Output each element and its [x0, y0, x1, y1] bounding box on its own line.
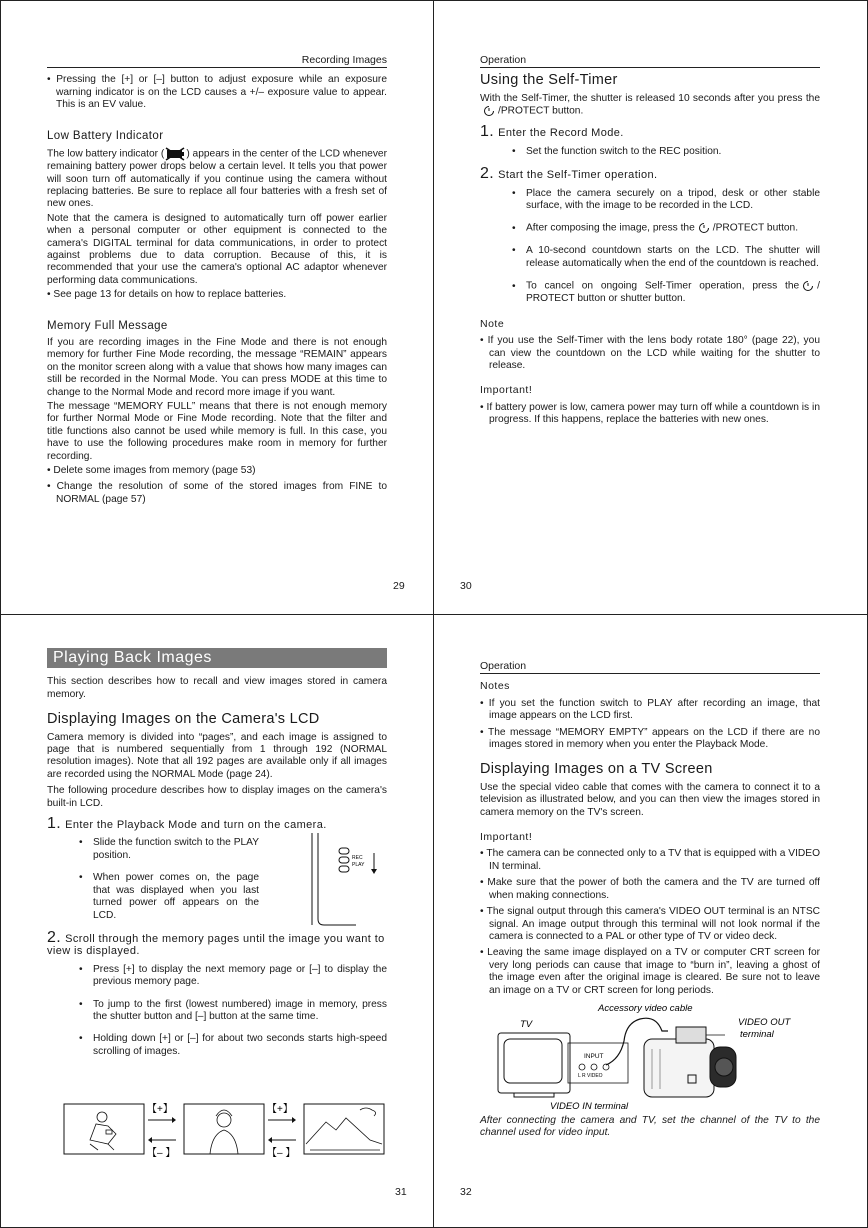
substep-text: Slide the function switch to the PLAY position.: [93, 837, 259, 861]
section-intro: This section describes how to recall and view images stored in camera memory.: [47, 676, 387, 700]
low-battery-text-a: The low battery indicator (: [47, 148, 165, 160]
self-timer-heading: Using the Self-Timer: [480, 72, 618, 89]
jack-labels: L R VIDEO: [578, 1072, 603, 1079]
substep-text: Set the function switch to the REC position.: [526, 145, 722, 157]
low-battery-paragraph-1: [47, 147, 387, 211]
reading-girl-image: [90, 1112, 116, 1150]
memory-full-bullet: • Change the resolution of some of the stored images from FINE to NORMAL (page 57): [47, 481, 388, 505]
battery-page-bullet: • See page 13 for details on how to replace batteries.: [47, 289, 287, 301]
step-2: [480, 165, 820, 183]
low-battery-heading: Low Battery Indicator: [47, 129, 164, 142]
page-scroll-illustration: [60, 1100, 390, 1160]
low-battery-text-b: ) appears in the center of the LCD whenever remaining battery power drops below a certain level. It tells you that power will soon turn off automatically if you continue using the camera without replacing batteries. Be sure to replace all four batteries with a fresh set of new ones.: [47, 148, 387, 210]
important-label: Important!: [480, 831, 533, 844]
step-2: [47, 928, 387, 958]
page-number-32: 32: [460, 1186, 472, 1198]
substep-text-b: / PROTECT button or shutter button.: [526, 280, 820, 305]
page-number-30: 30: [460, 580, 472, 592]
key-minus: 【– 】: [147, 1148, 176, 1159]
step-number: 2.: [480, 165, 495, 183]
memory-full-paragraph-2: The message “MEMORY FULL” means that there is not enough memory for further Normal Mode or Fine Mode recording. Note that the filter and title functions also cannot be used while memory is full. In this case, you have to use the following procedures make room in memory for further recording.: [47, 401, 387, 462]
step-text: Enter the Record Mode.: [498, 127, 624, 140]
self-timer-icon: [802, 280, 814, 292]
key-plus: 【+】: [267, 1104, 293, 1115]
substep-text: Press [+] to display the next memory page or [–] to display the previous memory page.: [93, 963, 387, 988]
step-number: 2.: [47, 928, 62, 946]
step-2-substep: • Holding down [+] or [–] for about two seconds starts high-speed scrolling of images.: [79, 1033, 387, 1057]
important-bullet-text: If battery power is low, camera power may turn off while a countdown is in progress. If this happens, replace the batteries with new ones.: [486, 401, 820, 426]
step-2-substep: • Press [+] to display the next memory page or [–] to display the previous memory page.: [79, 963, 387, 988]
substep-text-a: After composing the image, press the: [526, 223, 695, 235]
step-2-substep: • To jump to the first (lowest numbered) image in memory, press the shutter button and [–] button at the same time.: [79, 998, 387, 1022]
note-bullet: • If you use the Self-Timer with the lens body rotate 180° (page 22), you can view the countdown on the LCD while waiting for the shutter to release.: [480, 335, 820, 371]
substep-text: Holding down [+] or [–] for about two seconds starts high-speed scrolling of images.: [93, 1033, 387, 1057]
step-2-substep: • To cancel on ongoing Self-Timer operation, press the / PROTECT button or shutter button.: [512, 280, 820, 305]
step-2-substep: • Place the camera securely on a tripod, desk or other stable surface, with the image to be recorded in the LCD.: [512, 187, 820, 211]
tv-set: [498, 1033, 570, 1097]
tv-intro-paragraph: Use the special video cable that comes with the camera to connect it to a television as illustrated below, and you can then view the images stored in camera memory on the TV's screen.: [480, 781, 820, 818]
memory-full-bullet-text: Change the resolution of some of the stored images from FINE to NORMAL (page 57): [56, 481, 388, 505]
important-bullet-text: Make sure that the power of both the camera and the TV are turned off when making connections.: [487, 877, 820, 901]
substep-text-b: /PROTECT button.: [712, 223, 799, 235]
page-number-31: 31: [395, 1186, 407, 1198]
substep-text-a: To cancel on ongoing Self-Timer operation, press the: [526, 280, 800, 292]
page-30: [480, 54, 820, 431]
note-bullet: • The message “MEMORY EMPTY” appears on the LCD if there are no images stored in memory when you enter the Playback Mode.: [480, 726, 820, 751]
function-switch-illustration: [292, 833, 392, 928]
input-label: INPUT: [584, 1052, 604, 1060]
key-plus: 【+】: [147, 1104, 173, 1115]
portrait-image: [210, 1110, 238, 1154]
step-1-block: [47, 837, 387, 921]
lcd-paragraph-1: Camera memory is divided into “pages”, and each image is assigned to page that is numbered sequentially from 1 through 192 (NORMAL resolution images). Note that all 192 pages are available only if all images are recorded using the NORMAL Mode (page 24).: [47, 731, 387, 780]
page-number-29: 29: [393, 580, 405, 592]
camera-lcd-heading: Displaying Images on the Camera's LCD: [47, 711, 320, 728]
tv-connection-diagram: [480, 1001, 820, 1111]
important-bullet: • If battery power is low, camera power may turn off while a countdown is in progress. If this happens, replace the batteries with new ones.: [480, 401, 820, 426]
step-2-substep: • After composing the image, press the /PROTECT button.: [512, 223, 799, 235]
important-bullet-text: The signal output through this camera's VIDEO OUT terminal is an NTSC signal. An image output through this terminal will not look normal if the camera is connected to a PAL or other type of TV or video deck.: [486, 906, 820, 942]
tv-label: TV: [520, 1018, 533, 1030]
key-minus: 【– 】: [267, 1148, 296, 1159]
ev-bullet-text: Pressing the [+] or [–] button to adjust exposure while an exposure warning indicator is on the LCD causes a +/– exposure value to appear. This is an EV value.: [56, 74, 387, 111]
running-head: Recording Images: [47, 54, 387, 68]
step-1: [480, 123, 820, 141]
step-number: 1.: [47, 815, 62, 833]
self-timer-icon: [483, 105, 495, 117]
switch-rec-label: REC: [352, 855, 363, 862]
step-2-substep: • A 10-second countdown starts on the LCD. The shutter will release automatically when the end of the countdown is reached.: [512, 245, 820, 269]
step-text: Start the Self-Timer operation.: [498, 169, 658, 182]
memory-full-heading: Memory Full Message: [47, 319, 168, 332]
important-bullet-text: Leaving the same image displayed on a TV or computer CRT screen for very long periods can cause that image to “burn in”, leaving a ghost of the image even after the original image is cleared. Be sure not to leave an image on a TV or CRT screen for long periods.: [487, 947, 821, 996]
important-bullet: • The camera can be connected only to a TV that is equipped with a VIDEO IN terminal.: [480, 848, 820, 872]
self-timer-intro: [480, 93, 820, 119]
self-timer-intro-a: With the Self-Timer, the shutter is released 10 seconds after you press the: [480, 92, 820, 104]
important-bullet: • The signal output through this camera's VIDEO OUT terminal is an NTSC signal. An image output through this terminal will not look normal if the camera is connected to a PAL or other type of TV or video deck.: [480, 906, 820, 942]
battery-icon: [164, 147, 186, 161]
step-text: Scroll through the memory pages until the image you want to view is displayed.: [47, 932, 385, 958]
cable-label: Accessory video cable: [598, 1002, 693, 1014]
step-1-substep: • When power comes on, the page that was displayed when you last turned power off appears on the LCD.: [79, 872, 259, 921]
step-1-substep: • Set the function switch to the REC position.: [512, 145, 722, 157]
self-timer-icon: [698, 222, 710, 234]
memory-full-bullet-text: Delete some images from memory (page 53): [53, 465, 256, 477]
step-1-substep: • Slide the function switch to the PLAY position.: [79, 837, 259, 861]
camera-body: [644, 1027, 736, 1097]
important-bullet-text: The camera can be connected only to a TV that is equipped with a VIDEO IN terminal.: [486, 848, 820, 872]
page-29: [47, 54, 387, 510]
mountain-image: [306, 1108, 382, 1150]
horizontal-divider: [0, 614, 868, 615]
tv-screen-heading: Displaying Images on a TV Screen: [480, 761, 713, 778]
diagram-caption: After connecting the camera and TV, set the channel of the TV to the channel used for video input.: [480, 1114, 820, 1139]
note-label: Note: [480, 317, 505, 330]
substep-text: To jump to the first (lowest numbered) image in memory, press the shutter button and [–] button at the same time.: [93, 998, 387, 1022]
note-bullet-text: If you set the function switch to PLAY after recording an image, that image appears on the LCD first.: [488, 697, 820, 722]
notes-label: Notes: [480, 680, 510, 693]
important-bullet: • Leaving the same image displayed on a TV or computer CRT screen for very long periods can cause that image to “burn in”, leaving a ghost of the image even after the original image is cleared. Be sure not to leave an image on a TV or CRT screen for long periods.: [480, 947, 821, 996]
substep-text: A 10-second countdown starts on the LCD. The shutter will release automatically when the end of the countdown is reached.: [526, 245, 820, 269]
video-in-label: VIDEO IN terminal: [550, 1100, 629, 1111]
substep-text: Place the camera securely on a tripod, desk or other stable surface, with the image to be recorded in the LCD.: [526, 187, 820, 211]
memory-full-paragraph-1: If you are recording images in the Fine Mode and there is not enough memory for further Fine Mode recording, the message “REMAIN” appears on the monitor screen along with a value that shows how many images can still be recorded in the Normal Mode. You can press MODE at this time to change to the Normal Mode and record more image if you want.: [47, 337, 387, 398]
step-1: [47, 815, 387, 833]
video-out-label-2: terminal: [740, 1028, 774, 1040]
note-bullet-text: The message “MEMORY EMPTY” appears on the LCD if there are no images stored in memory when you enter the Playback Mode.: [488, 726, 820, 751]
ev-bullet: • Pressing the [+] or [–] button to adjust exposure while an exposure warning indicator is on the LCD causes a +/– exposure value to appear. This is an EV value.: [47, 74, 387, 111]
important-label: Important!: [480, 384, 533, 397]
important-bullet: • Make sure that the power of both the camera and the TV are turned off when making connections.: [480, 877, 820, 901]
lcd-paragraph-2: The following procedure describes how to display images on the camera's built-in LCD.: [47, 785, 387, 809]
page-32: [480, 660, 820, 1142]
page-31: [47, 648, 387, 1068]
switch-play-label: PLAY: [352, 862, 365, 869]
section-banner: Playing Back Images: [47, 648, 387, 668]
memory-full-bullet: • Delete some images from memory (page 53): [47, 465, 256, 477]
running-head: Operation: [480, 54, 820, 68]
note-bullet-text: If you use the Self-Timer with the lens body rotate 180° (page 22), you can view the countdown on the LCD while waiting for the shutter to release.: [487, 335, 820, 371]
low-battery-paragraph-2: Note that the camera is designed to automatically turn off power earlier when a personal computer or other equipment is connected to the camera's DIGITAL terminal for data communications, in order to protect against problems due to data corruption. Because of this, it is recommended that your use the camera's optional AC adaptor whenever performing data communications.: [47, 212, 387, 286]
running-head: Operation: [480, 660, 820, 674]
self-timer-intro-b: /PROTECT button.: [498, 105, 584, 117]
step-number: 1.: [480, 123, 495, 141]
substep-text: When power comes on, the page that was displayed when you last turned power off appears on the LCD.: [93, 872, 259, 921]
video-out-label-1: VIDEO OUT: [738, 1016, 791, 1028]
battery-page-bullet-text: See page 13 for details on how to replace batteries.: [53, 289, 287, 301]
step-text: Enter the Playback Mode and turn on the camera.: [65, 819, 327, 832]
note-bullet: • If you set the function switch to PLAY after recording an image, that image appears on the LCD first.: [480, 697, 820, 722]
